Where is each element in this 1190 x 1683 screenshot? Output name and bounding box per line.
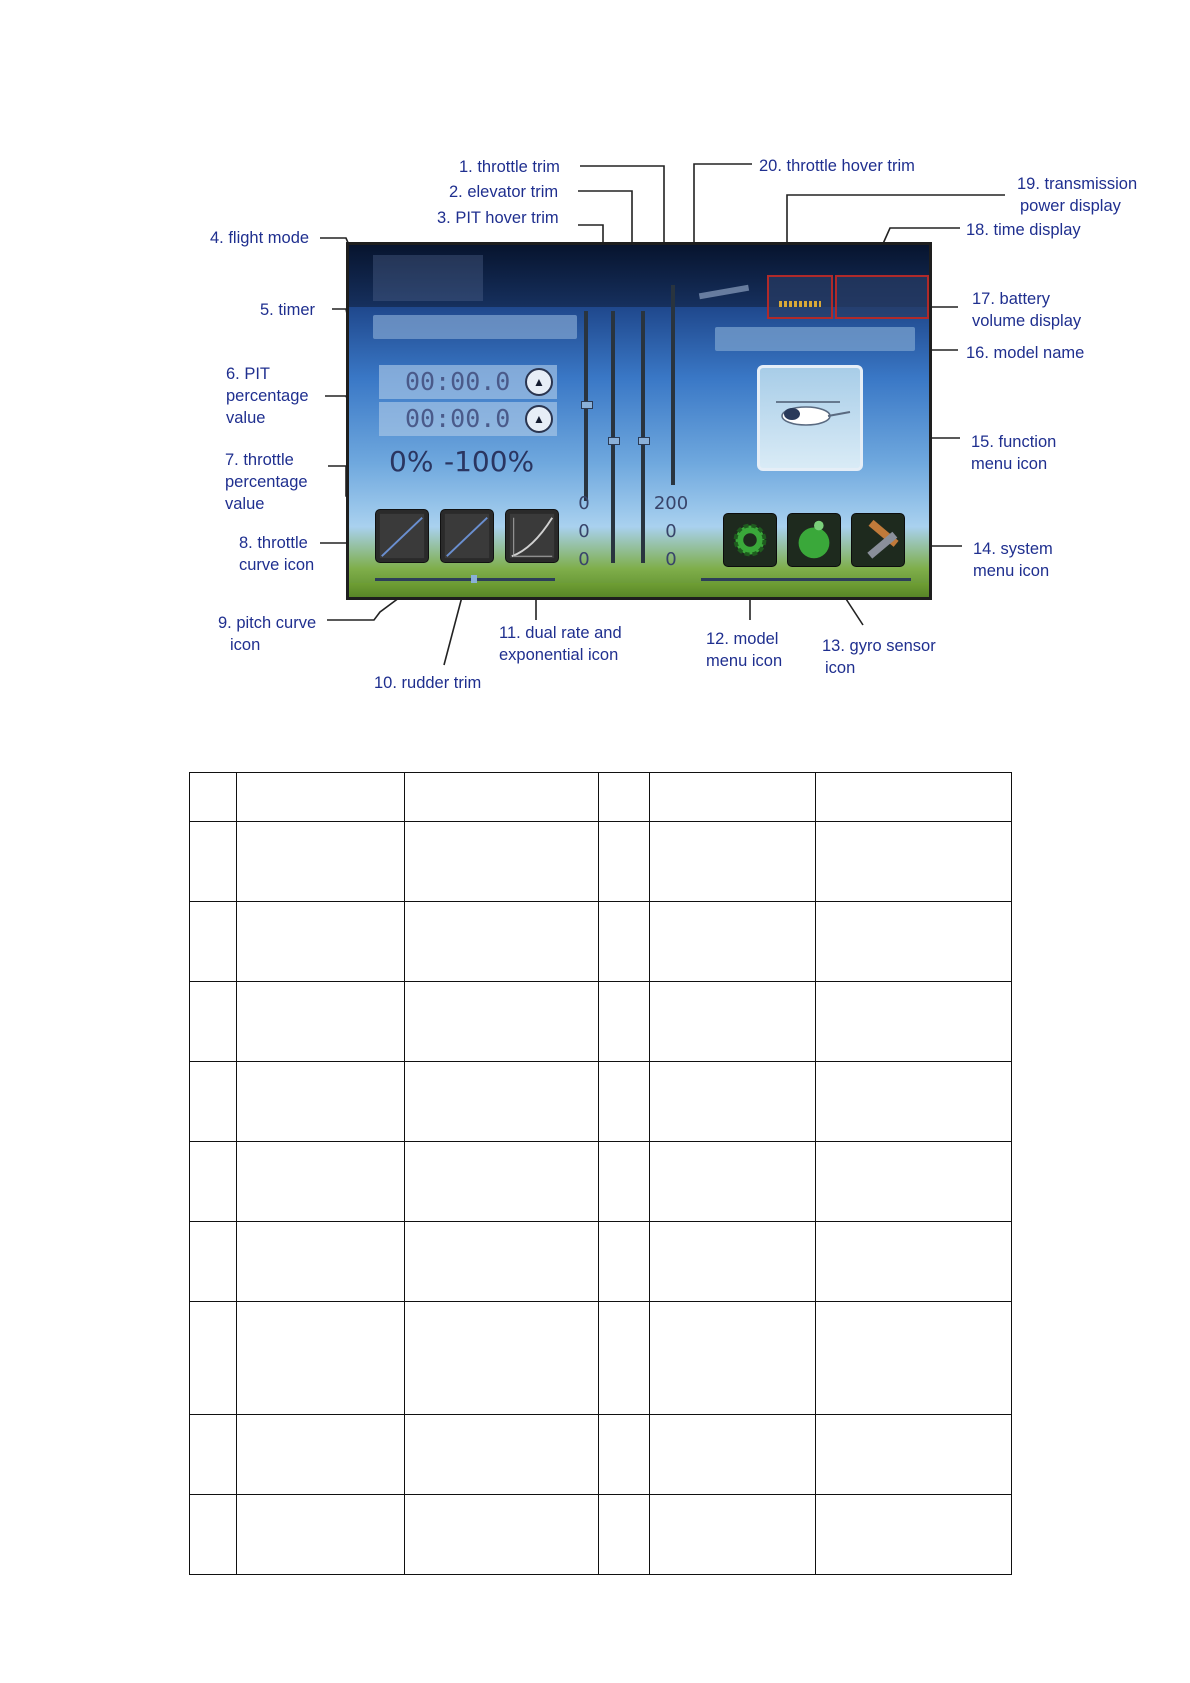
- table-cell: [405, 1142, 599, 1222]
- table-cell: [816, 773, 1012, 822]
- table-cell: [237, 1302, 405, 1415]
- callout-throttle-curve-1: 8. throttle: [239, 534, 308, 552]
- throttle-hover-trim: [671, 285, 675, 485]
- callout-throttle-pct-3: value: [225, 495, 265, 513]
- callout-rudder-trim: 10. rudder trim: [374, 674, 482, 692]
- table-cell: [599, 1302, 650, 1415]
- table-cell: [599, 1222, 650, 1302]
- table-cell: [599, 902, 650, 982]
- callout-function-menu-2: menu icon: [971, 455, 1048, 473]
- pit-hover-trim: [584, 311, 588, 501]
- table-row: [190, 1495, 1012, 1575]
- table-cell: [650, 1142, 816, 1222]
- bottom-right-trim-bar: [701, 578, 911, 581]
- table-row: [190, 1222, 1012, 1302]
- callout-dual-rate-1: 11. dual rate and: [499, 624, 622, 642]
- throttle-curve-icon[interactable]: [375, 509, 429, 563]
- table-row: [190, 1302, 1012, 1415]
- table-cell: [650, 1495, 816, 1575]
- table-cell: [650, 982, 816, 1062]
- battery-volume-display: [835, 275, 929, 319]
- table-cell: [599, 1495, 650, 1575]
- trim-value-b1: 200: [653, 493, 689, 514]
- table-cell: [599, 1062, 650, 1142]
- callout-pit-pct-2: percentage: [226, 387, 309, 405]
- transmission-power-display: [767, 275, 833, 319]
- callout-throttle-pct-1: 7. throttle: [225, 451, 294, 469]
- table-cell: [650, 822, 816, 902]
- callout-pit-hover-trim: 3. PIT hover trim: [437, 209, 559, 227]
- table-cell: [405, 1062, 599, 1142]
- table-cell: [237, 902, 405, 982]
- callout-model-menu-2: menu icon: [706, 652, 783, 670]
- table-cell: [237, 1495, 405, 1575]
- callout-model-name: 16. model name: [966, 344, 1085, 362]
- pitch-curve-icon[interactable]: [440, 509, 494, 563]
- callout-function-menu-1: 15. function: [971, 433, 1057, 451]
- table-cell: [405, 1222, 599, 1302]
- grass-strip: [349, 583, 932, 600]
- table-cell: [599, 982, 650, 1062]
- table-cell: [190, 773, 237, 822]
- table-cell: [650, 1062, 816, 1142]
- table-cell: [190, 822, 237, 902]
- table-cell: [190, 1302, 237, 1415]
- throttle-trim: [641, 311, 645, 563]
- table-cell: [816, 1062, 1012, 1142]
- timer-2-up-button[interactable]: ▲: [525, 405, 553, 433]
- table-cell: [599, 1415, 650, 1495]
- table-cell: [816, 822, 1012, 902]
- table-cell: [650, 1302, 816, 1415]
- table-cell: [816, 1222, 1012, 1302]
- table-cell: [650, 1415, 816, 1495]
- table-cell: [816, 982, 1012, 1062]
- table-row: [190, 822, 1012, 902]
- table-cell: [190, 902, 237, 982]
- table-cell: [190, 1415, 237, 1495]
- table-row: [190, 773, 1012, 822]
- callout-pitch-curve-1: 9. pitch curve: [218, 614, 317, 632]
- table-cell: [237, 1222, 405, 1302]
- table-cell: [816, 1415, 1012, 1495]
- timer-2: 00:00.0: [379, 402, 557, 436]
- trim-value-a3: 0: [578, 549, 590, 570]
- table-cell: [190, 1062, 237, 1142]
- trim-value-a2: 0: [578, 521, 590, 542]
- table-cell: [405, 822, 599, 902]
- table-cell: [650, 1222, 816, 1302]
- table-cell: [650, 773, 816, 822]
- timer-1-up-button[interactable]: ▲: [525, 368, 553, 396]
- table-cell: [190, 1222, 237, 1302]
- table-cell: [405, 773, 599, 822]
- trim-value-b3: 0: [665, 549, 677, 570]
- callout-system-menu-2: menu icon: [973, 562, 1050, 580]
- table-row: [190, 982, 1012, 1062]
- callout-transmission-2: power display: [1020, 197, 1121, 215]
- table-cell: [190, 1142, 237, 1222]
- table-cell: [237, 1415, 405, 1495]
- table-cell: [816, 1302, 1012, 1415]
- flight-mode-label: [373, 255, 483, 301]
- table-cell: [405, 1495, 599, 1575]
- callout-system-menu-1: 14. system: [973, 540, 1053, 558]
- elevator-trim: [611, 311, 615, 563]
- callout-gyro-2: icon: [825, 659, 856, 677]
- table-cell: [650, 902, 816, 982]
- timer-1: 00:00.0: [379, 365, 557, 399]
- rudder-trim: [375, 578, 555, 581]
- table-cell: [405, 1302, 599, 1415]
- callout-battery-2: volume display: [972, 312, 1082, 330]
- table-cell: [599, 773, 650, 822]
- table-cell: [405, 902, 599, 982]
- callout-pit-pct-3: value: [226, 409, 266, 427]
- callout-pit-pct-1: 6. PIT: [226, 365, 271, 383]
- table-cell: [237, 982, 405, 1062]
- callout-dual-rate-2: exponential icon: [499, 646, 619, 664]
- table-cell: [237, 822, 405, 902]
- transmitter-screen: [346, 242, 932, 600]
- table-row: [190, 902, 1012, 982]
- table-cell: [237, 773, 405, 822]
- description-table: [189, 772, 1012, 1575]
- table-cell: [237, 1142, 405, 1222]
- table-cell: [190, 1495, 237, 1575]
- throttle-percentage-value: -100%: [444, 445, 535, 478]
- callout-throttle-curve-2: curve icon: [239, 556, 315, 574]
- model-name-display: [715, 327, 915, 351]
- callout-pitch-curve-2: icon: [230, 636, 261, 654]
- table-cell: [599, 822, 650, 902]
- table-row: [190, 1142, 1012, 1222]
- table-cell: [599, 1142, 650, 1222]
- trim-value-a1: 0: [578, 493, 590, 514]
- table-cell: [816, 1142, 1012, 1222]
- model-menu-icon[interactable]: [723, 513, 777, 567]
- dual-rate-exponential-icon[interactable]: [505, 509, 559, 563]
- callout-battery-1: 17. battery: [972, 290, 1050, 308]
- table-row: [190, 1415, 1012, 1495]
- callout-timer: 5. timer: [260, 301, 316, 319]
- callout-flight-mode: 4. flight mode: [210, 229, 310, 247]
- table-cell: [405, 982, 599, 1062]
- function-menu-icon[interactable]: [757, 365, 863, 471]
- pit-percentage-value: 0%: [389, 445, 434, 478]
- callout-elevator-trim: 2. elevator trim: [449, 183, 559, 201]
- callout-throttle-pct-2: percentage: [225, 473, 308, 491]
- system-menu-icon[interactable]: [851, 513, 905, 567]
- table-cell: [816, 1495, 1012, 1575]
- flight-mode-display: [373, 315, 577, 339]
- callout-model-menu-1: 12. model: [706, 630, 779, 648]
- table-row: [190, 1062, 1012, 1142]
- callout-throttle-trim: 1. throttle trim: [459, 158, 560, 176]
- callout-gyro-1: 13. gyro sensor: [822, 637, 936, 655]
- callout-transmission-1: 19. transmission: [1017, 175, 1138, 193]
- trim-value-b2: 0: [665, 521, 677, 542]
- table-cell: [190, 982, 237, 1062]
- table-cell: [816, 902, 1012, 982]
- callout-throttle-hover-trim: 20. throttle hover trim: [759, 157, 915, 175]
- gyro-sensor-icon[interactable]: [787, 513, 841, 567]
- table-cell: [405, 1415, 599, 1495]
- table-cell: [237, 1062, 405, 1142]
- callout-time-display: 18. time display: [966, 221, 1081, 239]
